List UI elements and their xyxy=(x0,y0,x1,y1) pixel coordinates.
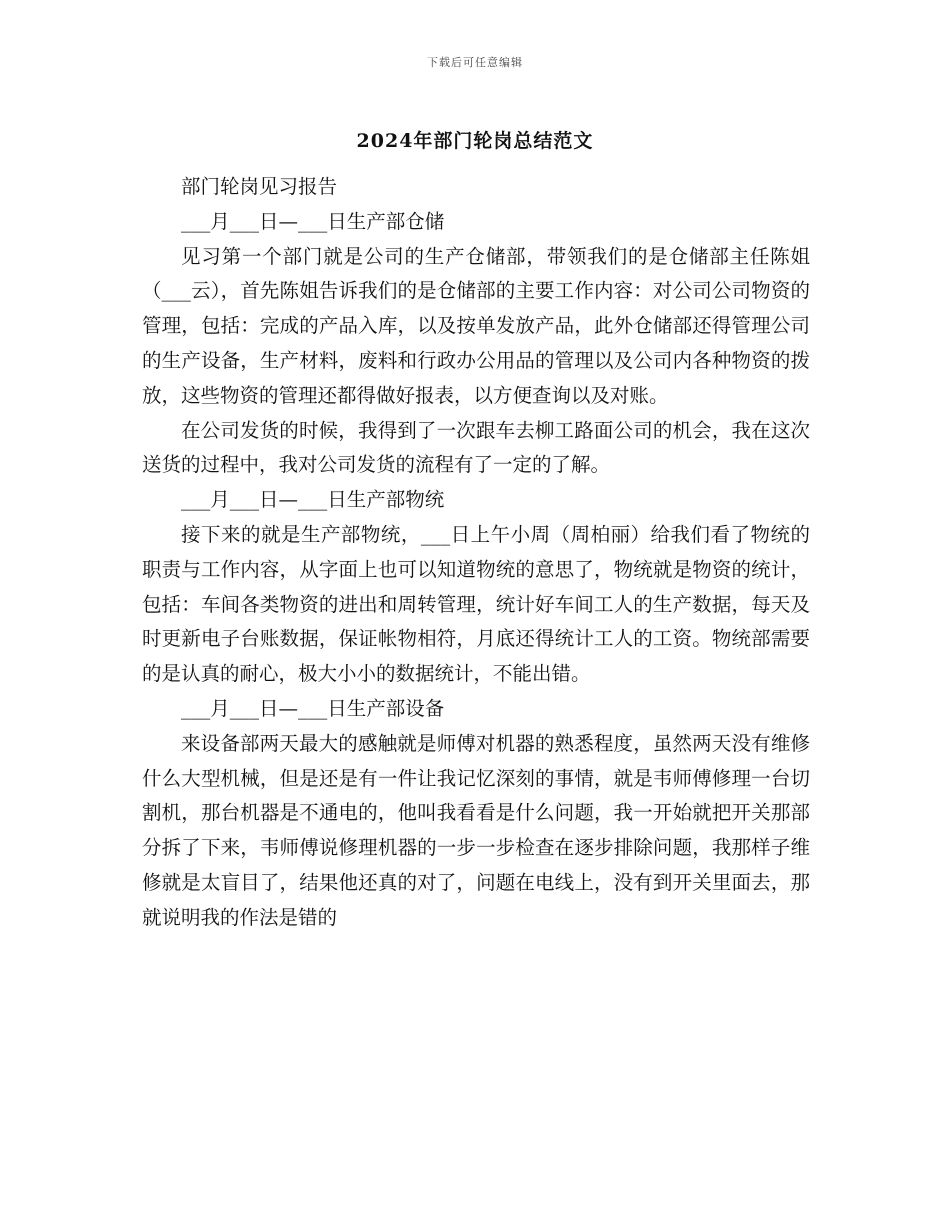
paragraph-equipment-detail: 来设备部两天最大的感触就是师傅对机器的熟悉程度，虽然两天没有维修什么大型机械，但是还是有一件让我记忆深刻的事情，就是韦师傅修理一台切割机，那台机器是不通电的，他叫我看看是什么问题，我一开始就把开关那部分拆了下来，韦师傅说修理机器的一步一步检查在逐步排除问题，我那样子维修就是太盲目了，结果他还真的对了，问题在电线上，没有到开关里面去，那就说明我的作法是错的 xyxy=(142,731,810,929)
document-title: 2024年部门轮岗总结范文 xyxy=(356,130,594,152)
paragraph-section-equipment: ___月___日—___日生产部设备 xyxy=(181,696,445,720)
paragraph-section-warehouse: ___月___日—___日生产部仓储 xyxy=(181,209,445,233)
paragraph-warehouse-detail: 见习第一个部门就是公司的生产仓储部，带领我们的是仓储部主任陈姐（___云），首先陈姐告诉我们的是仓储部的主要工作内容：对公司公司物资的管理，包括：完成的产品入库，以及按单发放产品，此外仓储部还得管理公司的生产设备，生产材料，废料和行政办公用品的管理以及公司内各种物资的拨放，这些物资的管理还都得做好报表，以方便查询以及对账。 xyxy=(142,244,810,407)
paragraph-section-statistics: ___月___日—___日生产部物统 xyxy=(181,488,445,512)
paragraph-statistics-detail: 接下来的就是生产部物统，___日上午小周（周柏丽）给我们看了物统的职责与工作内容，从字面上也可以知道物统的意思了，物统就是物资的统计，包括：车间各类物资的进出和周转管理，统计好车间工人的生产数据，每天及时更新电子台账数据，保证帐物相符，月底还得统计工人的工资。物统部需要的是认真的耐心，极大小小的数据统计，不能出错。 xyxy=(142,522,810,686)
header-note: 下载后可任意编辑 xyxy=(427,56,523,69)
paragraph-report-heading: 部门轮岗见习报告 xyxy=(181,175,338,198)
document-body xyxy=(142,170,810,936)
paragraph-delivery: 在公司发货的时候，我得到了一次跟车去柳工路面公司的机会，我在这次送货的过程中，我对公司发货的流程有了一定的了解。 xyxy=(142,418,810,477)
